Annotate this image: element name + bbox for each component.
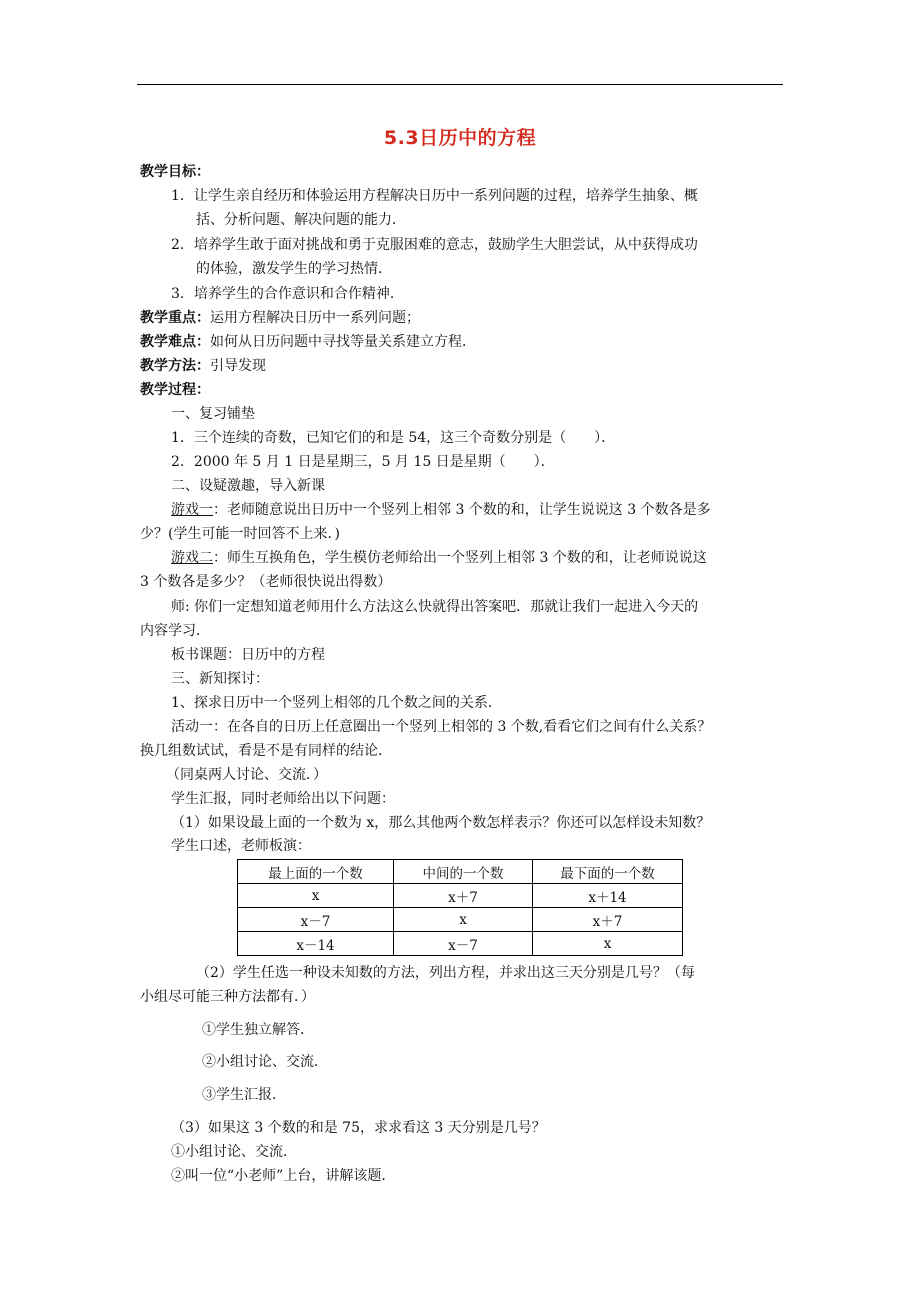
question-2-step2: ②小组讨论、交流． bbox=[202, 1054, 328, 1070]
table-cell: x＋7 bbox=[394, 884, 533, 908]
activity-line1: 活动一：在各自的日历上任意圈出一个竖列上相邻的 3 个数,看看它们之间有什么关系？ bbox=[171, 719, 712, 735]
game-2-text: ：师生互换角色，学生模仿老师给出一个竖列上相邻 3 个数的和，让老师说说这 bbox=[213, 550, 707, 566]
game-2 bbox=[171, 548, 707, 568]
question-3-step2: ②叫一位“小老师”上台，讲解该题． bbox=[171, 1168, 396, 1184]
game-1 bbox=[171, 500, 711, 520]
question-2-step1: ①学生独立解答． bbox=[202, 1022, 314, 1038]
objective-2-line1: 2．培养学生敢于面对挑战和勇于克服困难的意志，鼓励学生大胆尝试，从中获得成功 bbox=[171, 237, 698, 253]
intro-title: 二、设疑激趣，导入新课 bbox=[171, 478, 325, 494]
review-question-2: 2．2000 年 5 月 1 日是星期三，5 月 15 日是星期（ ）． bbox=[171, 454, 555, 470]
expression-table bbox=[237, 859, 683, 956]
objective-3: 3．培养学生的合作意识和合作精神． bbox=[171, 286, 404, 302]
explore-item-1: 1、探求日历中一个竖列上相邻的几个数之间的关系． bbox=[171, 695, 502, 711]
board-title: 板书课题：日历中的方程 bbox=[171, 647, 325, 663]
table-row bbox=[238, 884, 683, 908]
table-header: 最上面的一个数 bbox=[238, 860, 394, 884]
table-cell: x bbox=[533, 932, 683, 956]
objective-2-line2: 的体验，激发学生的学习热情． bbox=[196, 261, 392, 277]
objectives-heading: 教学目标： bbox=[140, 164, 210, 180]
table-cell: x－7 bbox=[238, 908, 394, 932]
page-title: 5.3日历中的方程 bbox=[383, 127, 537, 149]
question-1: （1）如果设最上面的一个数为 x，那么其他两个数怎样表示？你还可以怎样设未知数？ bbox=[171, 815, 711, 831]
question-3-step1: ①小组讨论、交流． bbox=[171, 1144, 297, 1160]
game-1-label: 游戏一 bbox=[171, 502, 213, 518]
table-header-row bbox=[238, 860, 683, 884]
table-cell: x－14 bbox=[238, 932, 394, 956]
report-line: 学生汇报，同时老师给出以下问题： bbox=[171, 791, 395, 807]
table-cell: x－7 bbox=[394, 932, 533, 956]
game-1-text: ：老师随意说出日历中一个竖列上相邻 3 个数的和，让学生说说这 3 个数各是多 bbox=[213, 502, 711, 518]
teacher-line1: 师: 你们一定想知道老师用什么方法这么快就得出答案吧．那就让我们一起进入今天的 bbox=[171, 599, 699, 615]
table-header: 中间的一个数 bbox=[394, 860, 533, 884]
question-3: （3）如果这 3 个数的和是 75，求求看这 3 天分别是几号？ bbox=[171, 1120, 546, 1136]
table-header: 最下面的一个数 bbox=[533, 860, 683, 884]
key-point-text: 运用方程解决日历中一系列问题； bbox=[210, 310, 420, 326]
activity-line2: 换几组数试试，看是不是有同样的结论． bbox=[140, 743, 392, 759]
question-2-line1: （2）学生任选一种设未知数的方法，列出方程，并求出这三天分别是几号？（每 bbox=[196, 965, 695, 981]
question-2-step3: ③学生汇报． bbox=[202, 1087, 286, 1103]
table-cell: x＋7 bbox=[533, 908, 683, 932]
game-2-label: 游戏二 bbox=[171, 550, 213, 566]
method-text: 引导发现 bbox=[210, 358, 266, 374]
review-question-1: 1．三个连续的奇数，已知它们的和是 54，这三个奇数分别是（ ）． bbox=[171, 430, 616, 446]
table-cell: x bbox=[394, 908, 533, 932]
difficulty bbox=[140, 332, 476, 352]
difficulty-text: 如何从日历问题中寻找等量关系建立方程． bbox=[210, 334, 476, 350]
teacher-line2: 内容学习． bbox=[140, 623, 210, 639]
key-point-label: 教学重点： bbox=[140, 310, 210, 326]
objective-1-line1: 1．让学生亲自经历和体验运用方程解决日历中一系列问题的过程，培养学生抽象、概 bbox=[171, 188, 698, 204]
method-label: 教学方法： bbox=[140, 358, 210, 374]
question-2-line2: 小组尽可能三种方法都有．） bbox=[140, 989, 315, 1005]
review-title: 一、复习铺垫 bbox=[171, 406, 255, 422]
header-rule bbox=[137, 84, 783, 85]
table-row bbox=[238, 932, 683, 956]
game-1-line2: 少？(学生可能一时回答不上来．) bbox=[140, 526, 340, 542]
table-cell: x＋14 bbox=[533, 884, 683, 908]
objective-1-line2: 括、分析问题、解决问题的能力． bbox=[196, 212, 406, 228]
process-heading: 教学过程： bbox=[140, 382, 210, 398]
table-row bbox=[238, 908, 683, 932]
board-show: 学生口述，老师板演： bbox=[171, 838, 311, 854]
explore-title: 三、新知探讨： bbox=[171, 671, 269, 687]
difficulty-label: 教学难点： bbox=[140, 334, 210, 350]
game-2-line2: 3 个数各是多少？（老师很快说出得数） bbox=[140, 574, 392, 590]
key-point bbox=[140, 308, 420, 328]
discuss-note: （同桌两人讨论、交流．） bbox=[166, 767, 327, 783]
table-cell: x bbox=[238, 884, 394, 908]
method bbox=[140, 356, 266, 376]
